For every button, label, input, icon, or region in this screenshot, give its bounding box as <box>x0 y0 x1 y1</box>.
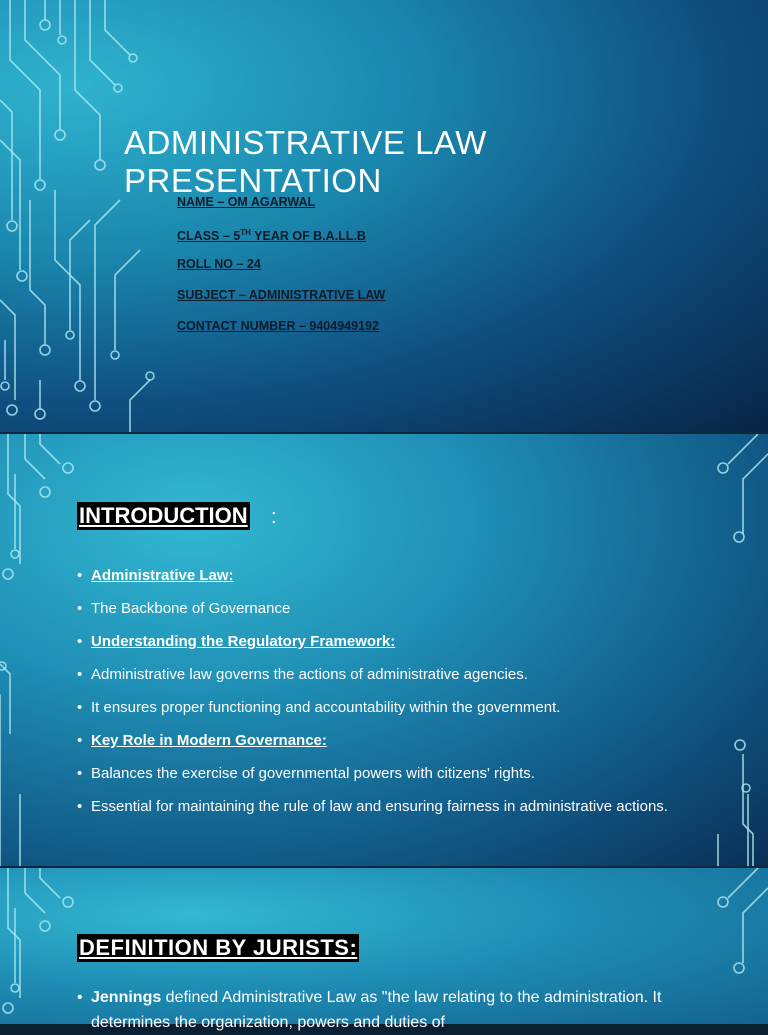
list-item: • The Backbone of Governance <box>77 596 717 621</box>
list-item: • Understanding the Regulatory Framework: <box>77 629 717 654</box>
list-item: • Jennings defined Administrative Law as "the law relating to the administration. It determines the organization, powers and duties of <box>77 985 717 1035</box>
list-item: • It ensures proper functioning and accountability within the government. <box>77 695 717 720</box>
presentation-title: ADMINISTRATIVE LAW PRESENTATION <box>124 124 487 199</box>
list-item: • Administrative law governs the actions of administrative agencies. <box>77 662 717 687</box>
list-item: • Balances the exercise of governmental powers with citizens' rights. <box>77 761 717 786</box>
info-contact-number: CONTACT NUMBER – 9404949192 <box>177 319 379 333</box>
heading-colon: : <box>271 506 277 528</box>
title-slide <box>0 0 768 432</box>
list-item: • Essential for maintaining the rule of law and ensuring fairness in administrative actions. <box>77 794 717 819</box>
info-subject: SUBJECT – ADMINISTRATIVE LAW <box>177 288 386 302</box>
info-class: CLASS – 5TH YEAR OF B.A.LL.B <box>177 228 366 244</box>
list-item: • Key Role in Modern Governance: <box>77 728 717 753</box>
definition-bullet-list <box>77 985 717 1035</box>
circuit-decoration-icon <box>0 0 170 432</box>
list-item: • Administrative Law: <box>77 563 717 588</box>
introduction-bullet-list <box>77 563 717 827</box>
info-name: NAME – OM AGARWAL <box>177 195 316 209</box>
info-roll-no: ROLL NO – 24 <box>177 257 261 271</box>
introduction-heading: INTRODUCTION <box>79 503 248 528</box>
student-info-list <box>177 193 385 348</box>
definition-heading: DEFINITION BY JURISTS: <box>79 935 358 960</box>
